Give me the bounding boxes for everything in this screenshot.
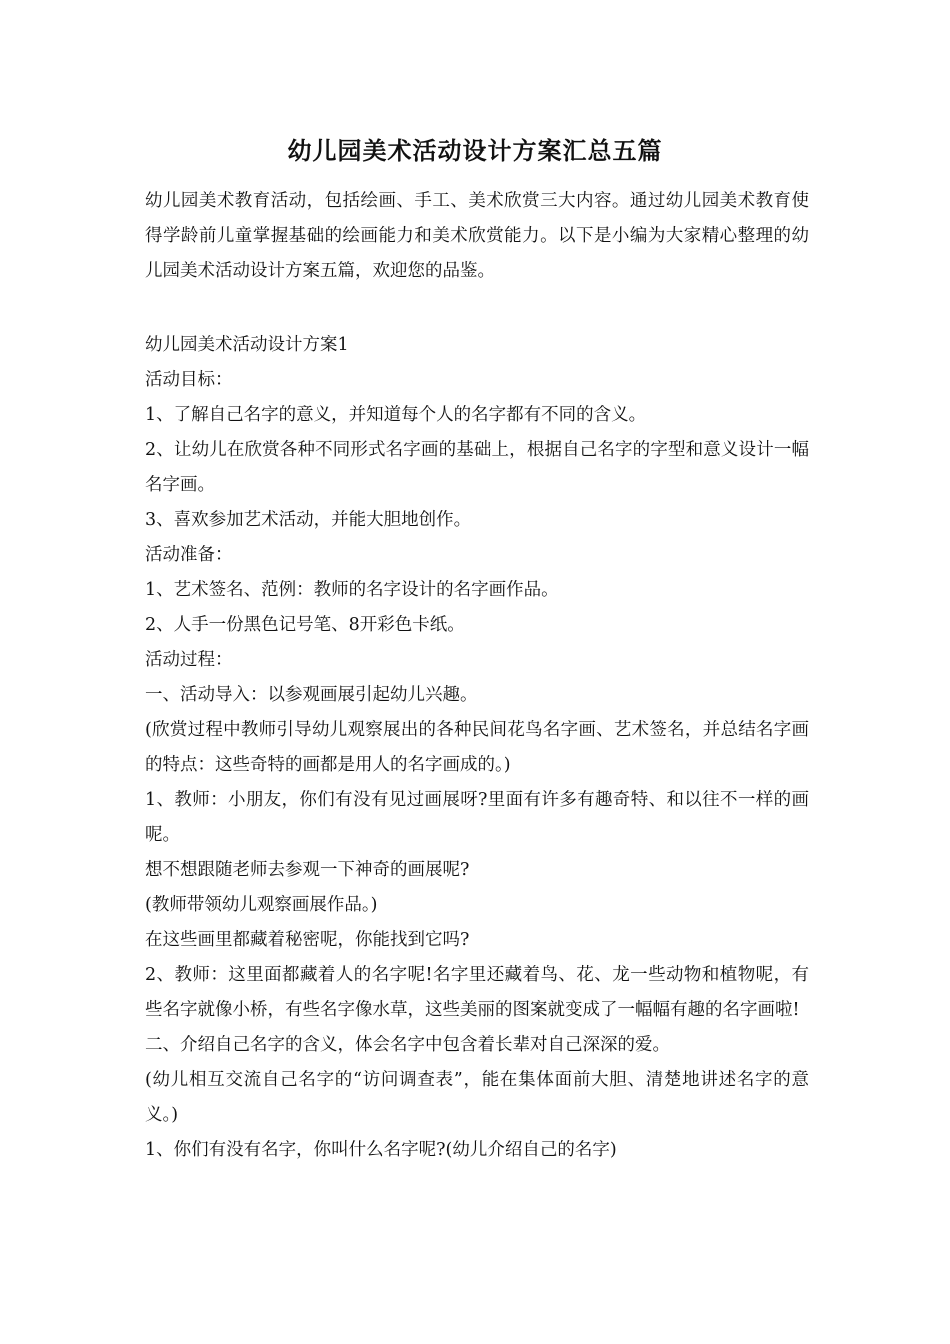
- paragraph: 活动过程：: [145, 650, 233, 670]
- paragraph: (教师带领幼儿观察画展作品。): [145, 895, 378, 915]
- paragraph: (欣赏过程中教师引导幼儿观察展出的各种民间花鸟名字画、艺术签名，并总结名字画的特点：这些奇特的画都是用人的名字画成的。): [145, 720, 809, 775]
- document-title: 幼儿园美术活动设计方案汇总五篇: [287, 136, 663, 165]
- paragraph: 3、喜欢参加艺术活动，并能大胆地创作。: [145, 510, 472, 530]
- paragraph: 2、教师：这里面都藏着人的名字呢!名字里还藏着鸟、花、龙一些动物和植物呢，有些名字就像小桥，有些名字像水草，这些美丽的图案就变成了一幅幅有趣的名字画啦!: [145, 965, 809, 1020]
- paragraph: 二、介绍自己名字的含义，体会名字中包含着长辈对自己深深的爱。: [145, 1035, 670, 1055]
- paragraph: 1、艺术签名、范例：教师的名字设计的名字画作品。: [145, 580, 559, 600]
- paragraph: 活动目标：: [145, 370, 233, 390]
- paragraph: 一、活动导入：以参观画展引起幼儿兴趣。: [145, 685, 478, 705]
- paragraph: 想不想跟随老师去参观一下神奇的画展呢?: [145, 860, 470, 880]
- paragraph: 2、让幼儿在欣赏各种不同形式名字画的基础上，根据自己名字的字型和意义设计一幅名字画。: [145, 440, 809, 495]
- intro-paragraph: 幼儿园美术教育活动，包括绘画、手工、美术欣赏三大内容。通过幼儿园美术教育使得学龄前儿童掌握基础的绘画能力和美术欣赏能力。以下是小编为大家精心整理的幼儿园美术活动设计方案五篇，欢迎您的品鉴。: [145, 191, 809, 281]
- paragraph: 活动准备：: [145, 545, 233, 565]
- document-body: [145, 328, 809, 1168]
- paragraph: 在这些画里都藏着秘密呢，你能找到它吗?: [145, 930, 470, 950]
- paragraph: 1、你们有没有名字，你叫什么名字呢?(幼儿介绍自己的名字): [145, 1140, 617, 1160]
- section-heading: 幼儿园美术活动设计方案1: [145, 335, 349, 355]
- paragraph: (幼儿相互交流自己名字的“访问调查表”，能在集体面前大胆、清楚地讲述名字的意义。): [145, 1070, 809, 1125]
- paragraph: 1、教师：小朋友，你们有没有见过画展呀?里面有许多有趣奇特、和以往不一样的画呢。: [145, 790, 809, 845]
- paragraph: 1、了解自己名字的意义，并知道每个人的名字都有不同的含义。: [145, 405, 647, 425]
- paragraph: 2、人手一份黑色记号笔、8开彩色卡纸。: [145, 615, 465, 635]
